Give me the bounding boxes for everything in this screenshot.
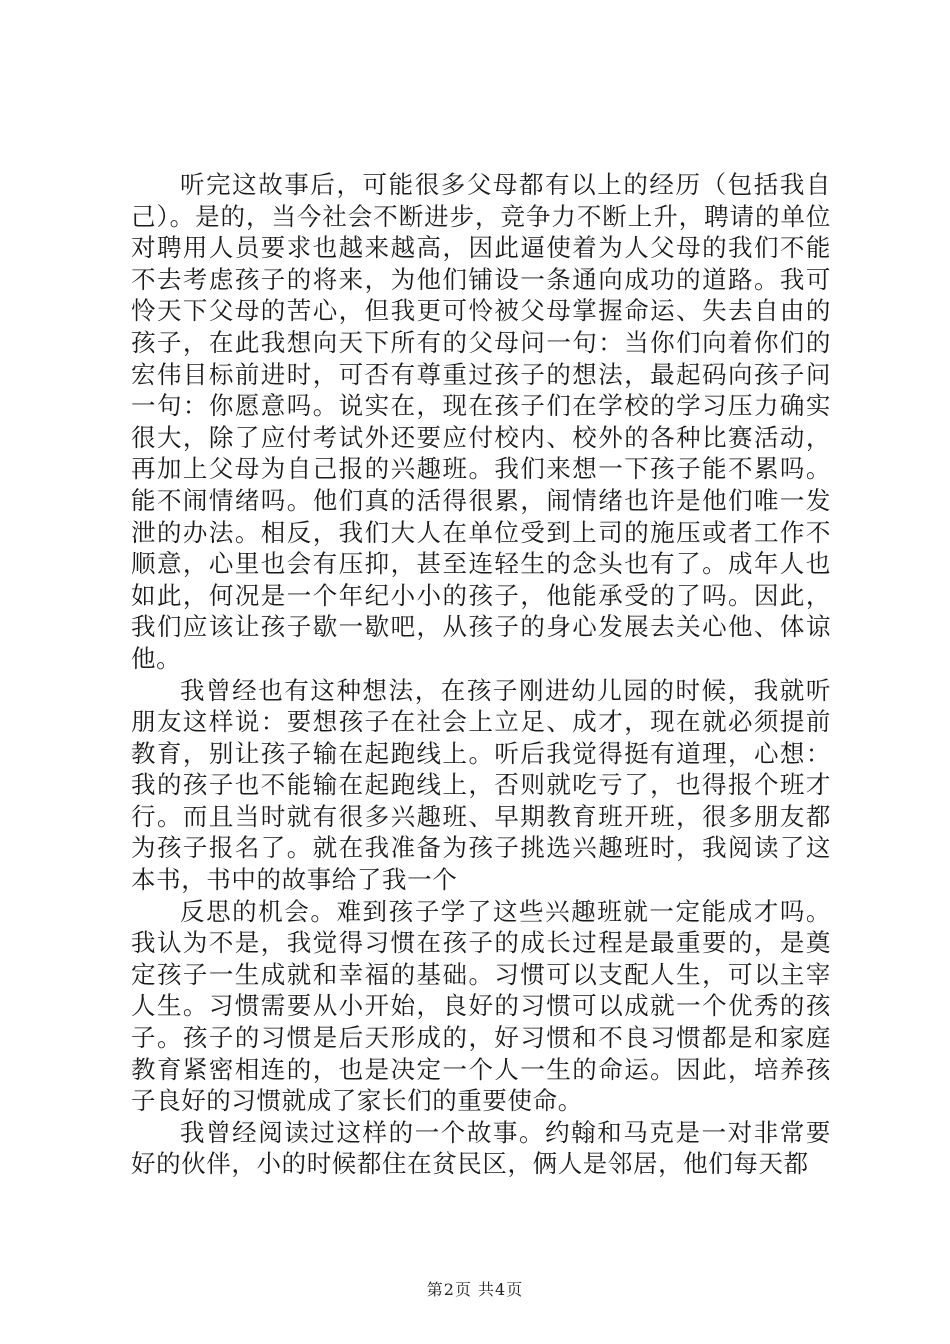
paragraph-2: 我曾经也有这种想法，在孩子刚进幼儿园的时候，我就听朋友这样说：要想孩子在社会上立足、成才，现在就必须提前教育，别让孩子输在起跑线上。听后我觉得挺有道理，心想：我的孩子也不能输在起跑线上，否则就吃亏了，也得报个班才行。而且当时就有很多兴趣班、早期教育班开班，很多朋友都为孩子报名了。就在我准备为孩子挑选兴趣班时，我阅读了这本书，书中的故事给了我一个 xyxy=(131,675,831,895)
page-number-footer: 第2页 共4页 xyxy=(426,1280,524,1299)
paragraph-4: 我曾经阅读过这样的一个故事。约翰和马克是一对非常要好的伙伴，小的时候都住在贫民区，俩人是邻居，他们每天都 xyxy=(131,1117,831,1179)
paragraph-1: 听完这故事后，可能很多父母都有以上的经历（包括我自己）。是的，当今社会不断进步，竞争力不断上升，聘请的单位对聘用人员要求也越来越高，因此逼使着为人父母的我们不能不去考虑孩子的将来，为他们铺设一条通向成功的道路。我可怜天下父母的苦心，但我更可怜被父母掌握命运、失去自由的孩子，在此我想向天下所有的父母问一句：当你们向着你们的宏伟目标前进时，可否有尊重过孩子的想法，最起码向孩子问一句：你愿意吗。说实在，现在孩子们在学校的学习压力确实很大，除了应付考试外还要应付校内、校外的各种比赛活动，再加上父母为自己报的兴趣班。我们来想一下孩子能不累吗。能不闹情绪吗。他们真的活得很累，闹情绪也许是他们唯一发泄的办法。相反，我们大人在单位受到上司的施压或者工作不顺意，心里也会有压抑，甚至连轻生的念头也有了。成年人也如此，何况是一个年纪小小的孩子，他能承受的了吗。因此，我们应该让孩子歇一歇吧，从孩子的身心发展去关心他、体谅他。 xyxy=(131,170,831,673)
document-body xyxy=(131,169,831,1180)
paragraph-3: 反思的机会。难到孩子学了这些兴趣班就一定能成才吗。我认为不是，我觉得习惯在孩子的成长过程是最重要的，是奠定孩子一生成就和幸福的基础。习惯可以支配人生，可以主宰人生。习惯需要从小开始，良好的习惯可以成就一个优秀的孩子。孩子的习惯是后天形成的，好习惯和不良习惯都是和家庭教育紧密相连的，也是决定一个人一生的命运。因此，培养孩子良好的习惯就成了家长们的重要使命。 xyxy=(131,896,831,1116)
